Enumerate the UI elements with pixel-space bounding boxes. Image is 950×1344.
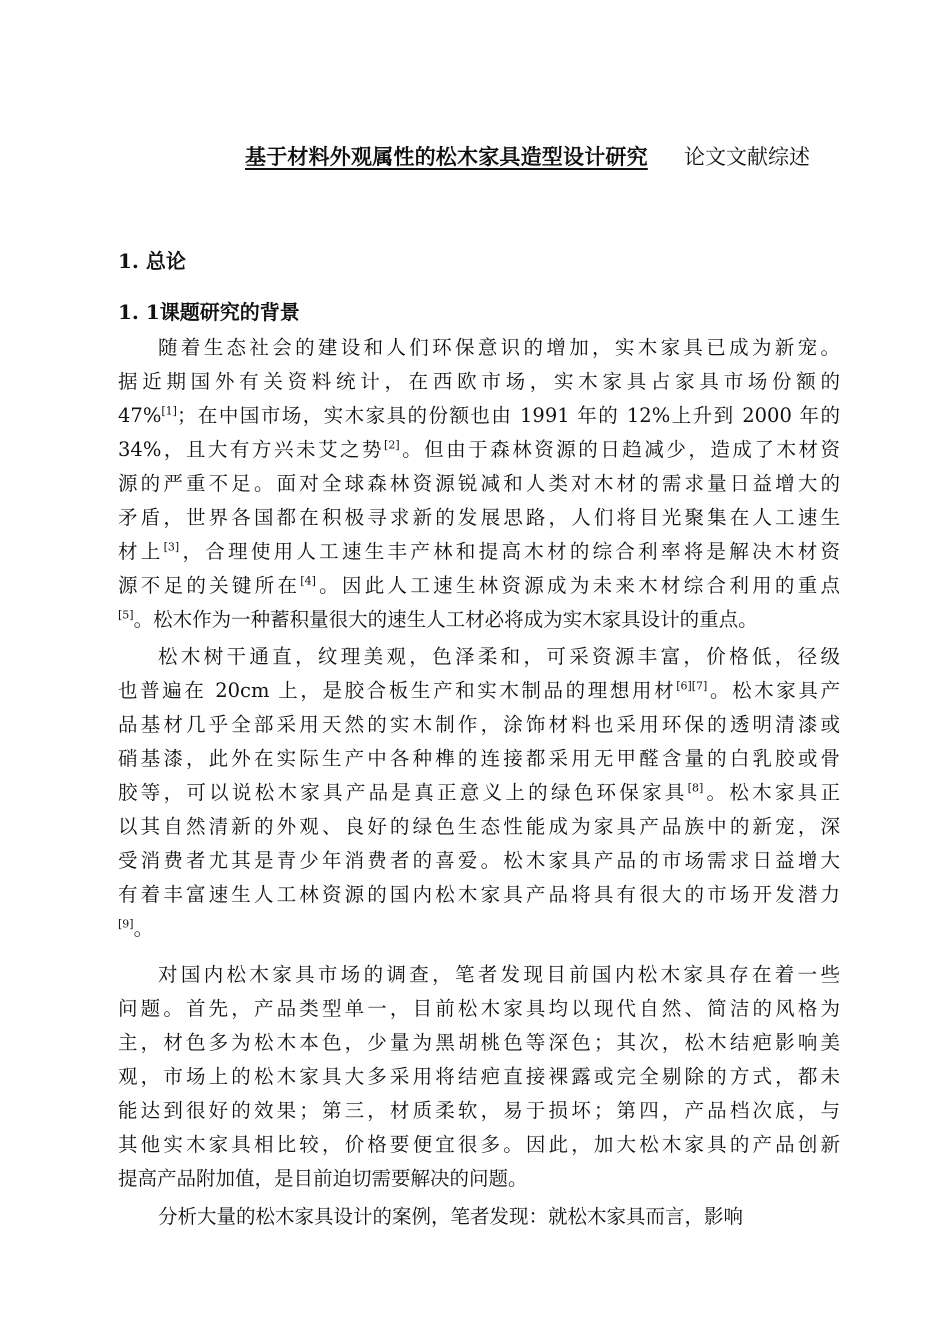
line-text: ；在中国市场，实木家具的份额也由 1991 年的 12%上升到 2000 年的	[176, 404, 840, 427]
paragraph-1	[118, 331, 840, 637]
paragraph-line: 有着丰富速生人工林资源的国内松木家具产品将具有很大的市场开发潜力	[118, 883, 840, 906]
line-text: 材上	[118, 540, 164, 563]
paragraph-line	[118, 569, 840, 603]
paragraph-line: 其他实木家具相比较，价格要便宜很多。因此，加大松木家具的产品创新	[118, 1133, 840, 1156]
paragraph-line	[118, 433, 840, 467]
paragraph-line	[118, 776, 840, 810]
paragraph-line: 问题。首先，产品类型单一，目前松木家具均以现代自然、简洁的风格为	[118, 997, 840, 1020]
citation-ref: [8]	[687, 781, 704, 795]
title-main: 基于材料外观属性的松木家具造型设计研究	[245, 144, 648, 169]
line-text: 。	[133, 917, 154, 940]
line-text: 。但由于森林资源的日趋减少，造成了木材资	[399, 438, 840, 461]
paragraph-line: 品基材几乎全部采用天然的实木制作，涂饰材料也采用环保的透明清漆或	[118, 713, 840, 736]
paragraph-line: 分析大量的松木家具设计的案例，笔者发现：就松木家具而言，影响	[158, 1205, 744, 1228]
line-text: 。松木作为一种蓄积量很大的速生人工材必将成为实木家具设计的重点。	[133, 608, 758, 631]
citation-ref: [2]	[384, 438, 400, 452]
paragraph-line: 松木树干通直，纹理美观，色泽柔和，可采资源丰富，价格低，径级	[158, 645, 840, 668]
paragraph-line: 矛盾，世界各国都在积极寻求新的发展思路，人们将目光聚集在人工速生	[118, 506, 840, 529]
citation-ref: [3]	[163, 540, 180, 554]
paragraph-line: 能达到很好的效果；第三，材质柔软，易于损坏；第四，产品档次底，与	[118, 1099, 840, 1122]
line-text: 34%，且大有方兴未艾之势	[118, 438, 385, 461]
paragraph-line: 提高产品附加值，是目前迫切需要解决的问题。	[118, 1167, 528, 1190]
line-text: 源不足的关键所在	[118, 574, 301, 597]
paragraph-line: 源的严重不足。面对全球森林资源锐减和人类对木材的需求量日益增大的	[118, 472, 840, 495]
paragraph-line: 硝基漆，此外在实际生产中各种榫的连接都采用无甲醛含量的白乳胶或骨	[118, 747, 840, 770]
paragraph-line	[118, 603, 840, 637]
paragraph-line	[118, 912, 840, 946]
paragraph-line: 据近期国外有关资料统计，在西欧市场，实木家具占家具市场份额的	[118, 370, 840, 393]
citation-ref: [6][7]	[676, 679, 708, 693]
line-text: 47%	[118, 404, 162, 427]
line-text: 。松木家具产	[707, 679, 840, 702]
paragraph-line	[118, 535, 840, 569]
section-heading-1-1: 1. 1课题研究的背景	[118, 300, 300, 324]
line-text: 。松木家具正	[703, 781, 840, 804]
paragraph-3	[118, 958, 840, 1196]
line-text: ，合理使用人工速生丰产林和提高木材的综合利率将是解决木材资	[179, 540, 840, 563]
paragraph-line: 观，市场上的松木家具大多采用将结疤直接裸露或完全剔除的方式，都未	[118, 1065, 840, 1088]
paragraph-line: 对国内松木家具市场的调查，笔者发现目前国内松木家具存在着一些	[158, 963, 840, 986]
citation-ref: [9]	[118, 917, 134, 931]
paragraph-line: 随着生态社会的建设和人们环保意识的增加，实木家具已成为新宠。	[158, 336, 840, 359]
paragraph-line: 主，材色多为松木本色，少量为黑胡桃色等深色；其次，松木结疤影响美	[118, 1031, 840, 1054]
section-heading-1: 1. 总论	[118, 249, 186, 273]
paragraph-line: 以其自然清新的外观、良好的绿色生态性能成为家具产品族中的新宠，深	[118, 815, 840, 838]
paragraph-line: 受消费者尤其是青少年消费者的喜爱。松木家具产品的市场需求日益增大	[118, 849, 840, 872]
title-suffix: 论文文献综述	[684, 145, 810, 169]
citation-ref: [1]	[161, 404, 177, 418]
citation-ref: [5]	[118, 608, 134, 622]
line-text: 也普遍在 20cm 上，是胶合板生产和实木制品的理想用材	[118, 679, 677, 702]
paragraph-line	[118, 674, 840, 708]
citation-ref: [4]	[300, 574, 316, 588]
line-text: 胶等，可以说松木家具产品是真正意义上的绿色环保家具	[118, 781, 688, 804]
paragraph-line	[118, 399, 840, 433]
paragraph-2	[118, 640, 840, 946]
paragraph-4	[118, 1200, 840, 1234]
line-text: 。因此人工速生林资源成为未来木材综合利用的重点	[315, 574, 840, 597]
